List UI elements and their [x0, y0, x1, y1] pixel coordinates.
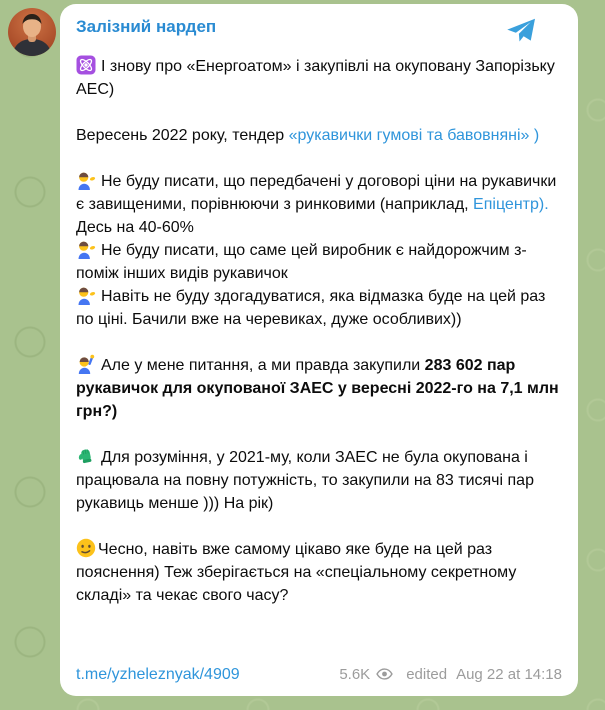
channel-name[interactable]: Залізний нардеп	[76, 17, 217, 36]
text-run: І знову про «Енергоатом» і закупівлі на окуповану Запорізьку АЕС)	[76, 58, 555, 98]
view-count: 5.6K	[339, 666, 371, 683]
message-footer	[76, 665, 562, 684]
epicentr-link[interactable]: Епіцентр).	[473, 196, 549, 213]
telegram-plane-icon[interactable]	[506, 16, 536, 46]
paragraph-prices	[76, 170, 562, 239]
gloves-emoji	[76, 446, 96, 466]
paragraph-comparison	[76, 446, 562, 515]
post-link[interactable]: t.me/yzheleznyak/4909	[76, 665, 240, 683]
paragraph-group-arguments	[76, 170, 562, 331]
text-run: Вересень 2022 року, тендер	[76, 127, 289, 144]
man-tipping-hand-emoji	[76, 239, 96, 259]
text-run: Для розуміння, у 2021-му, коли ЗАЕС не була окупована і працювала на повну потужність, то закупили на 83 тисячі пар рукавиць менше ))) На рік)	[76, 449, 534, 512]
text-run: Десь на 40-60%	[76, 219, 194, 236]
paragraph-conclusion	[76, 538, 562, 607]
edited-label: edited	[406, 666, 448, 683]
atom-emoji	[76, 55, 96, 75]
message-header	[76, 16, 562, 46]
message-meta	[339, 665, 562, 684]
timestamp: Aug 22 at 14:18	[456, 666, 562, 683]
bold-run: 283 602 пар рукавичок для окупованої ЗАЕС у вересні 2022-го на 7,1 млн грн?)	[76, 357, 559, 420]
man-raising-hand-emoji	[76, 354, 96, 374]
text-run: Навіть не буду здогадуватися, яка відмазка буде на цей раз по ціні. Бачили вже на черевиках, дуже особливих))	[76, 288, 546, 328]
paragraph-producer	[76, 239, 562, 285]
avatar-photo	[8, 8, 56, 56]
smirking-face-emoji	[76, 538, 96, 558]
man-tipping-hand-emoji	[76, 285, 96, 305]
man-tipping-hand-emoji	[76, 170, 96, 190]
message-bubble	[60, 4, 578, 696]
paragraph-question	[76, 354, 562, 423]
message-text	[76, 55, 562, 607]
eye-icon	[376, 667, 393, 684]
paragraph-tender	[76, 124, 562, 147]
text-run: Не буду писати, що саме цей виробник є найдорожчим з-поміж інших видів рукавичок	[76, 242, 527, 282]
text-run: Чесно, навіть вже самому цікаво яке буде на цей раз пояснення) Теж зберігається на «спеціальному секретному складі» та чекає свого часу?	[76, 541, 517, 604]
paragraph-excuse	[76, 285, 562, 331]
text-run: Але у мене питання, а ми правда закупили	[101, 357, 425, 374]
paragraph-intro	[76, 55, 562, 101]
avatar[interactable]	[8, 8, 56, 56]
tender-link[interactable]: «рукавички гумові та бавовняні» )	[288, 127, 540, 144]
text-run: Не буду писати, що передбачені у договорі ціни на рукавички є завищеними, порівнюючи з ринковими (наприклад,	[76, 173, 557, 213]
